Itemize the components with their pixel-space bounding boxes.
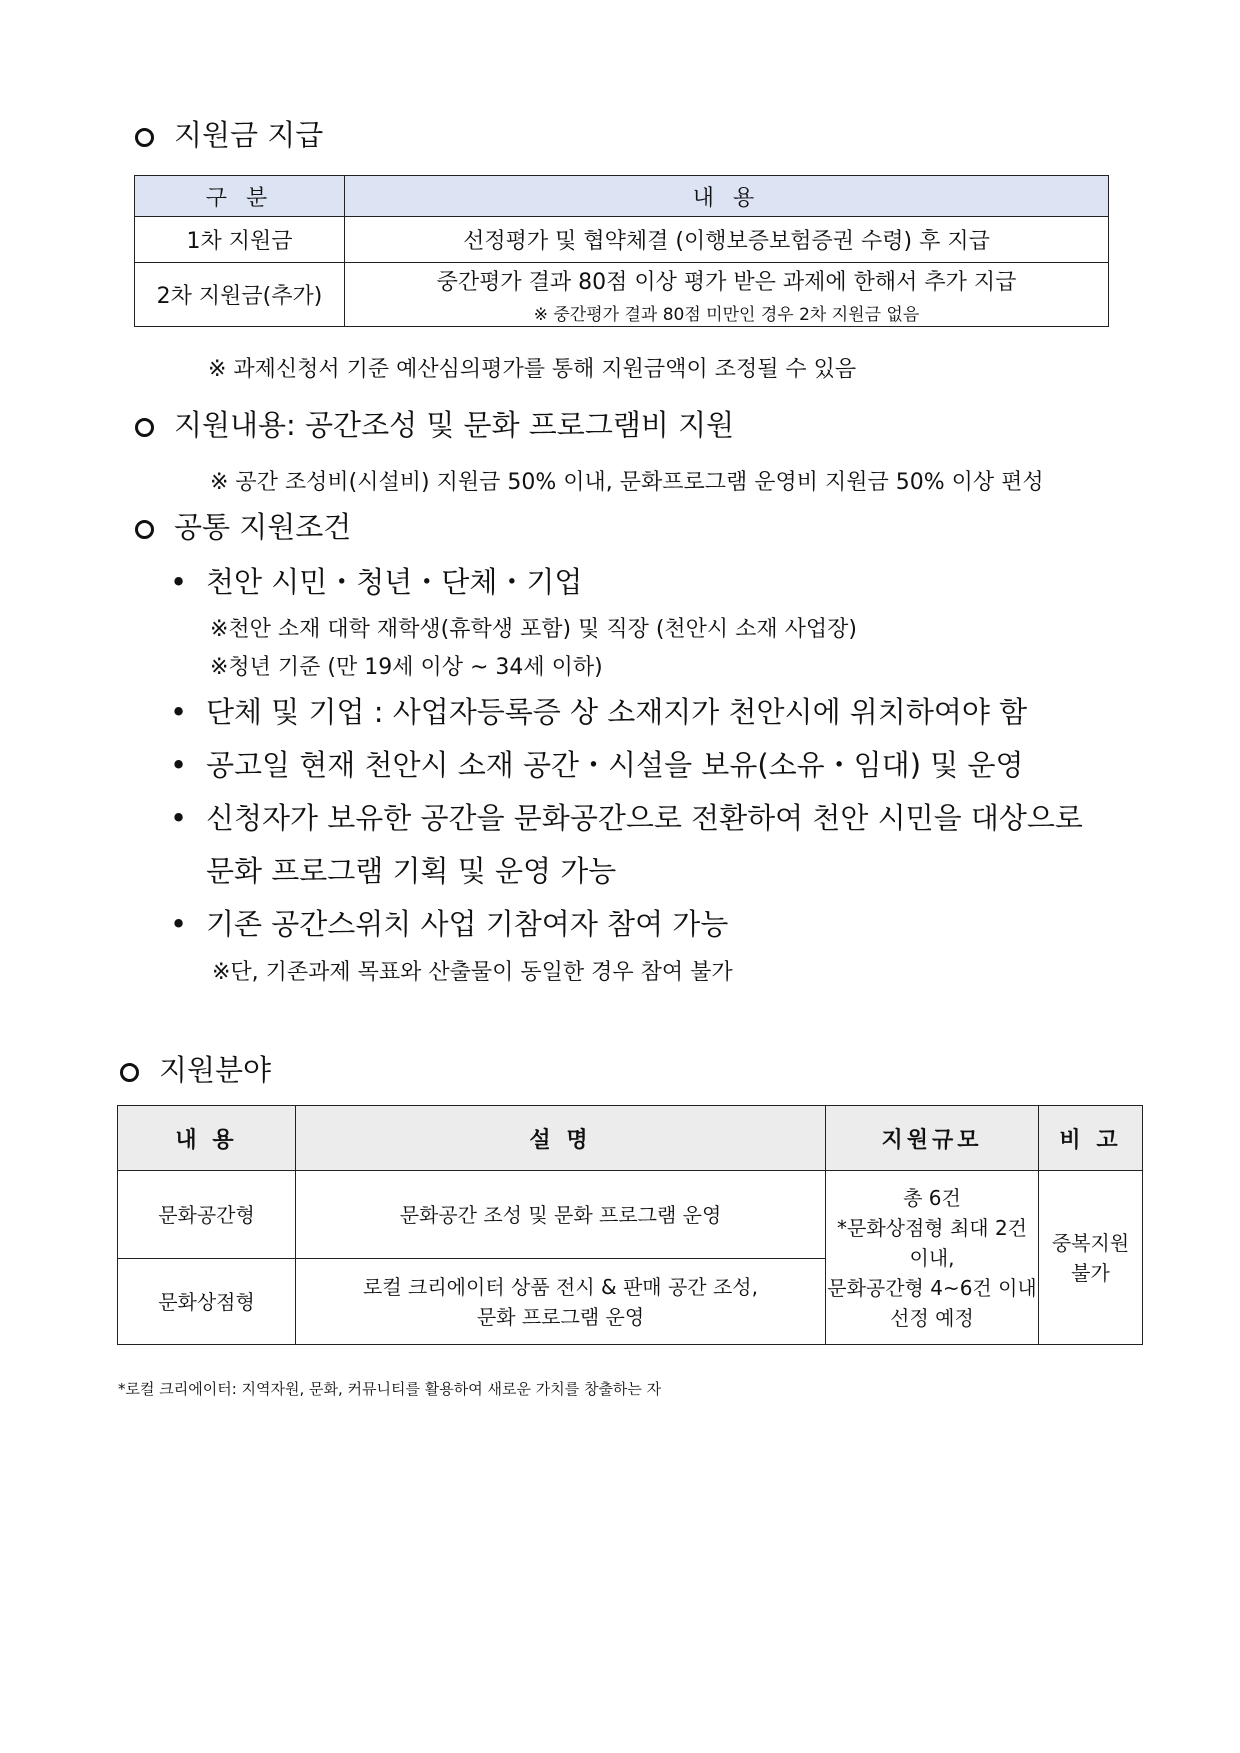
bullet-dot-icon: •: [170, 801, 188, 835]
payment-table: [134, 175, 1109, 327]
table-header: 설 명: [296, 1106, 826, 1171]
condition-note: ※단, 기존과제 목표와 산출물이 동일한 경우 참여 불가: [212, 960, 733, 985]
bullet-dot-icon: •: [170, 565, 188, 599]
table-header: 내 용: [345, 176, 1109, 217]
bullet-dot-icon: •: [170, 907, 188, 941]
condition-item: • 신청자가 보유한 공간을 문화공간으로 전환하여 천안 시민을 대상으로: [170, 796, 1083, 840]
condition-note: ※천안 소재 대학 재학생(휴학생 포함) 및 직장 (천안시 소재 사업장): [210, 617, 858, 642]
footnote: *로컬 크리에이터: 지역자원, 문화, 커뮤니티를 활용하여 새로운 가치를 창출하는 자: [118, 1380, 662, 1398]
table-cell-description: 문화공간 조성 및 문화 프로그램 운영: [296, 1171, 826, 1259]
circle-bullet-icon: [135, 128, 154, 147]
table-header: 내 용: [118, 1106, 296, 1171]
section-title: 공통 지원조건: [174, 510, 352, 544]
content-text: 중간평가 결과 80점 이상 평가 받은 과제에 한해서 추가 지급: [436, 269, 1017, 295]
table-cell-content: [345, 263, 1109, 327]
bullet-dot-icon: •: [170, 748, 188, 782]
table-cell-category: 2차 지원금(추가): [135, 263, 345, 327]
section-heading-support-content: [135, 405, 734, 445]
table-cell-category: 1차 지원금: [135, 217, 345, 263]
condition-item: • 기존 공간스위치 사업 기참여자 참여 가능: [170, 902, 728, 946]
section-title: 지원분야: [159, 1053, 272, 1087]
table-cell-remark: 중복지원 불가: [1039, 1171, 1143, 1345]
table-cell-type: 문화공간형: [118, 1171, 296, 1259]
section-heading-conditions: [135, 507, 351, 547]
table-cell-scale: 총 6건 *문화상점형 최대 2건 이내, 문화공간형 4~6건 이내 선정 예정: [826, 1171, 1039, 1345]
section-title: 지원내용: 공간조성 및 문화 프로그램비 지원: [174, 408, 735, 442]
section-heading-support-fields: [120, 1050, 271, 1090]
section-heading-payment: [135, 115, 323, 155]
condition-item: • 공고일 현재 천안시 소재 공간・시설을 보유(소유・임대) 및 운영: [170, 743, 1024, 787]
circle-bullet-icon: [135, 520, 154, 539]
table-header: 지원규모: [826, 1106, 1039, 1171]
table-header: 구 분: [135, 176, 345, 217]
circle-bullet-icon: [120, 1063, 139, 1082]
table-cell-description: 로컬 크리에이터 상품 전시 & 판매 공간 조성, 문화 프로그램 운영: [296, 1259, 826, 1345]
section-title: 지원금 지급: [174, 118, 324, 152]
content-subnote: ※ 중간평가 결과 80점 미만인 경우 2차 지원금 없음: [533, 304, 920, 325]
condition-item: • 천안 시민・청년・단체・기업: [170, 560, 582, 604]
condition-item-continuation: 문화 프로그램 기획 및 운영 가능: [206, 854, 617, 888]
support-fields-table: [117, 1105, 1143, 1345]
condition-item: • 단체 및 기업 : 사업자등록증 상 소재지가 천안시에 위치하여야 함: [170, 690, 1027, 734]
note-budget-ratio: ※ 공간 조성비(시설비) 지원금 50% 이내, 문화프로그램 운영비 지원금 50% 이상 편성: [210, 470, 1044, 495]
table-cell-type: 문화상점형: [118, 1259, 296, 1345]
table-header: 비 고: [1039, 1106, 1143, 1171]
condition-note: ※청년 기준 (만 19세 이상 ~ 34세 이하): [210, 655, 603, 680]
bullet-dot-icon: •: [170, 695, 188, 729]
circle-bullet-icon: [135, 418, 154, 437]
table-cell-content: 선정평가 및 협약체결 (이행보증보험증권 수령) 후 지급: [345, 217, 1109, 263]
note-budget-review: ※ 과제신청서 기준 예산심의평가를 통해 지원금액이 조정될 수 있음: [208, 357, 857, 382]
